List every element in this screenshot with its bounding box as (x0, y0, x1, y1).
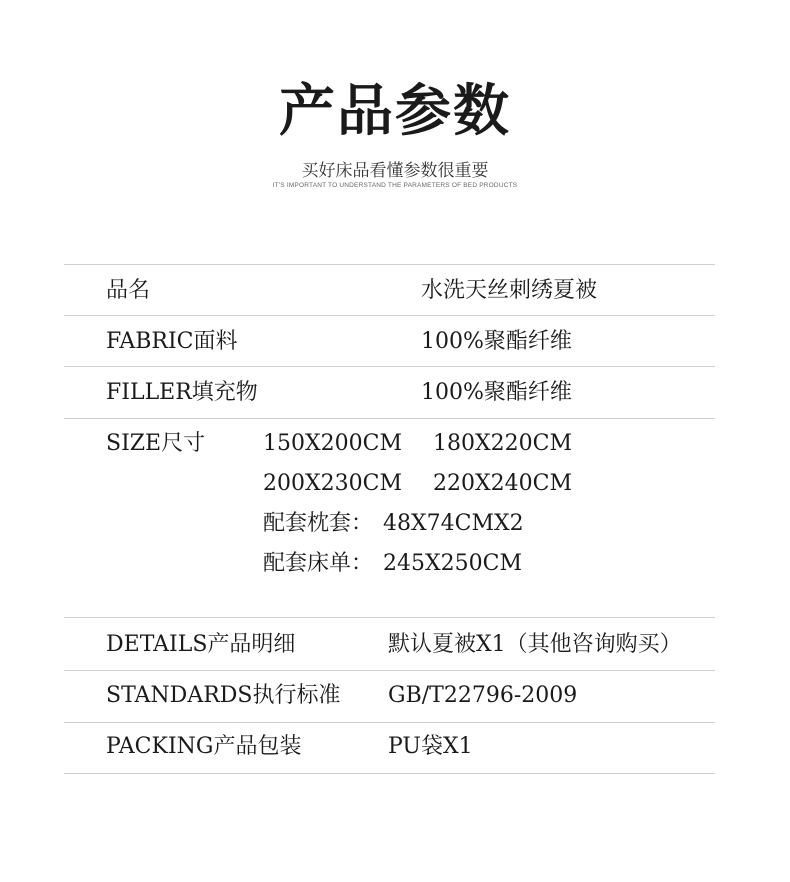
pillowcase-label: 配套枕套： (263, 511, 374, 536)
divider (64, 722, 715, 723)
sheet-value: 245X250CM (383, 551, 523, 576)
pillowcase-value: 48X74CMX2 (383, 511, 524, 536)
row-packing-label: PACKING产品包装 (106, 734, 302, 759)
page-title: 产品参数 (279, 78, 511, 144)
divider (64, 617, 715, 618)
size-option: 200X230CM (263, 471, 403, 496)
divider (64, 366, 715, 367)
subtitle-english: IT'S IMPORTANT TO UNDERSTAND THE PARAMETERS OF BED PRODUCTS (272, 182, 518, 189)
row-packing-value: PU袋X1 (388, 734, 473, 759)
divider (64, 773, 715, 774)
divider (64, 264, 715, 265)
row-name-label: 品名 (106, 278, 151, 303)
size-option: 150X200CM (263, 431, 403, 456)
row-details-label: DETAILS产品明细 (106, 632, 296, 657)
subtitle-chinese: 买好床品看懂参数很重要 (301, 161, 489, 181)
row-filler-value: 100%聚酯纤维 (421, 380, 572, 405)
row-filler-label: FILLER填充物 (106, 380, 258, 405)
row-fabric-value: 100%聚酯纤维 (421, 329, 572, 354)
size-option: 180X220CM (433, 431, 573, 456)
row-name-value: 水洗天丝刺绣夏被 (421, 278, 598, 303)
row-standards-label: STANDARDS执行标准 (106, 683, 341, 708)
divider (64, 418, 715, 419)
row-fabric-label: FABRIC面料 (106, 329, 238, 354)
divider (64, 315, 715, 316)
row-standards-value: GB/T22796-2009 (388, 683, 578, 708)
row-size-label: SIZE尺寸 (106, 431, 206, 456)
size-option: 220X240CM (433, 471, 573, 496)
sheet-label: 配套床单： (263, 551, 374, 576)
row-details-value: 默认夏被X1（其他咨询购买） (388, 632, 682, 657)
divider (64, 670, 715, 671)
